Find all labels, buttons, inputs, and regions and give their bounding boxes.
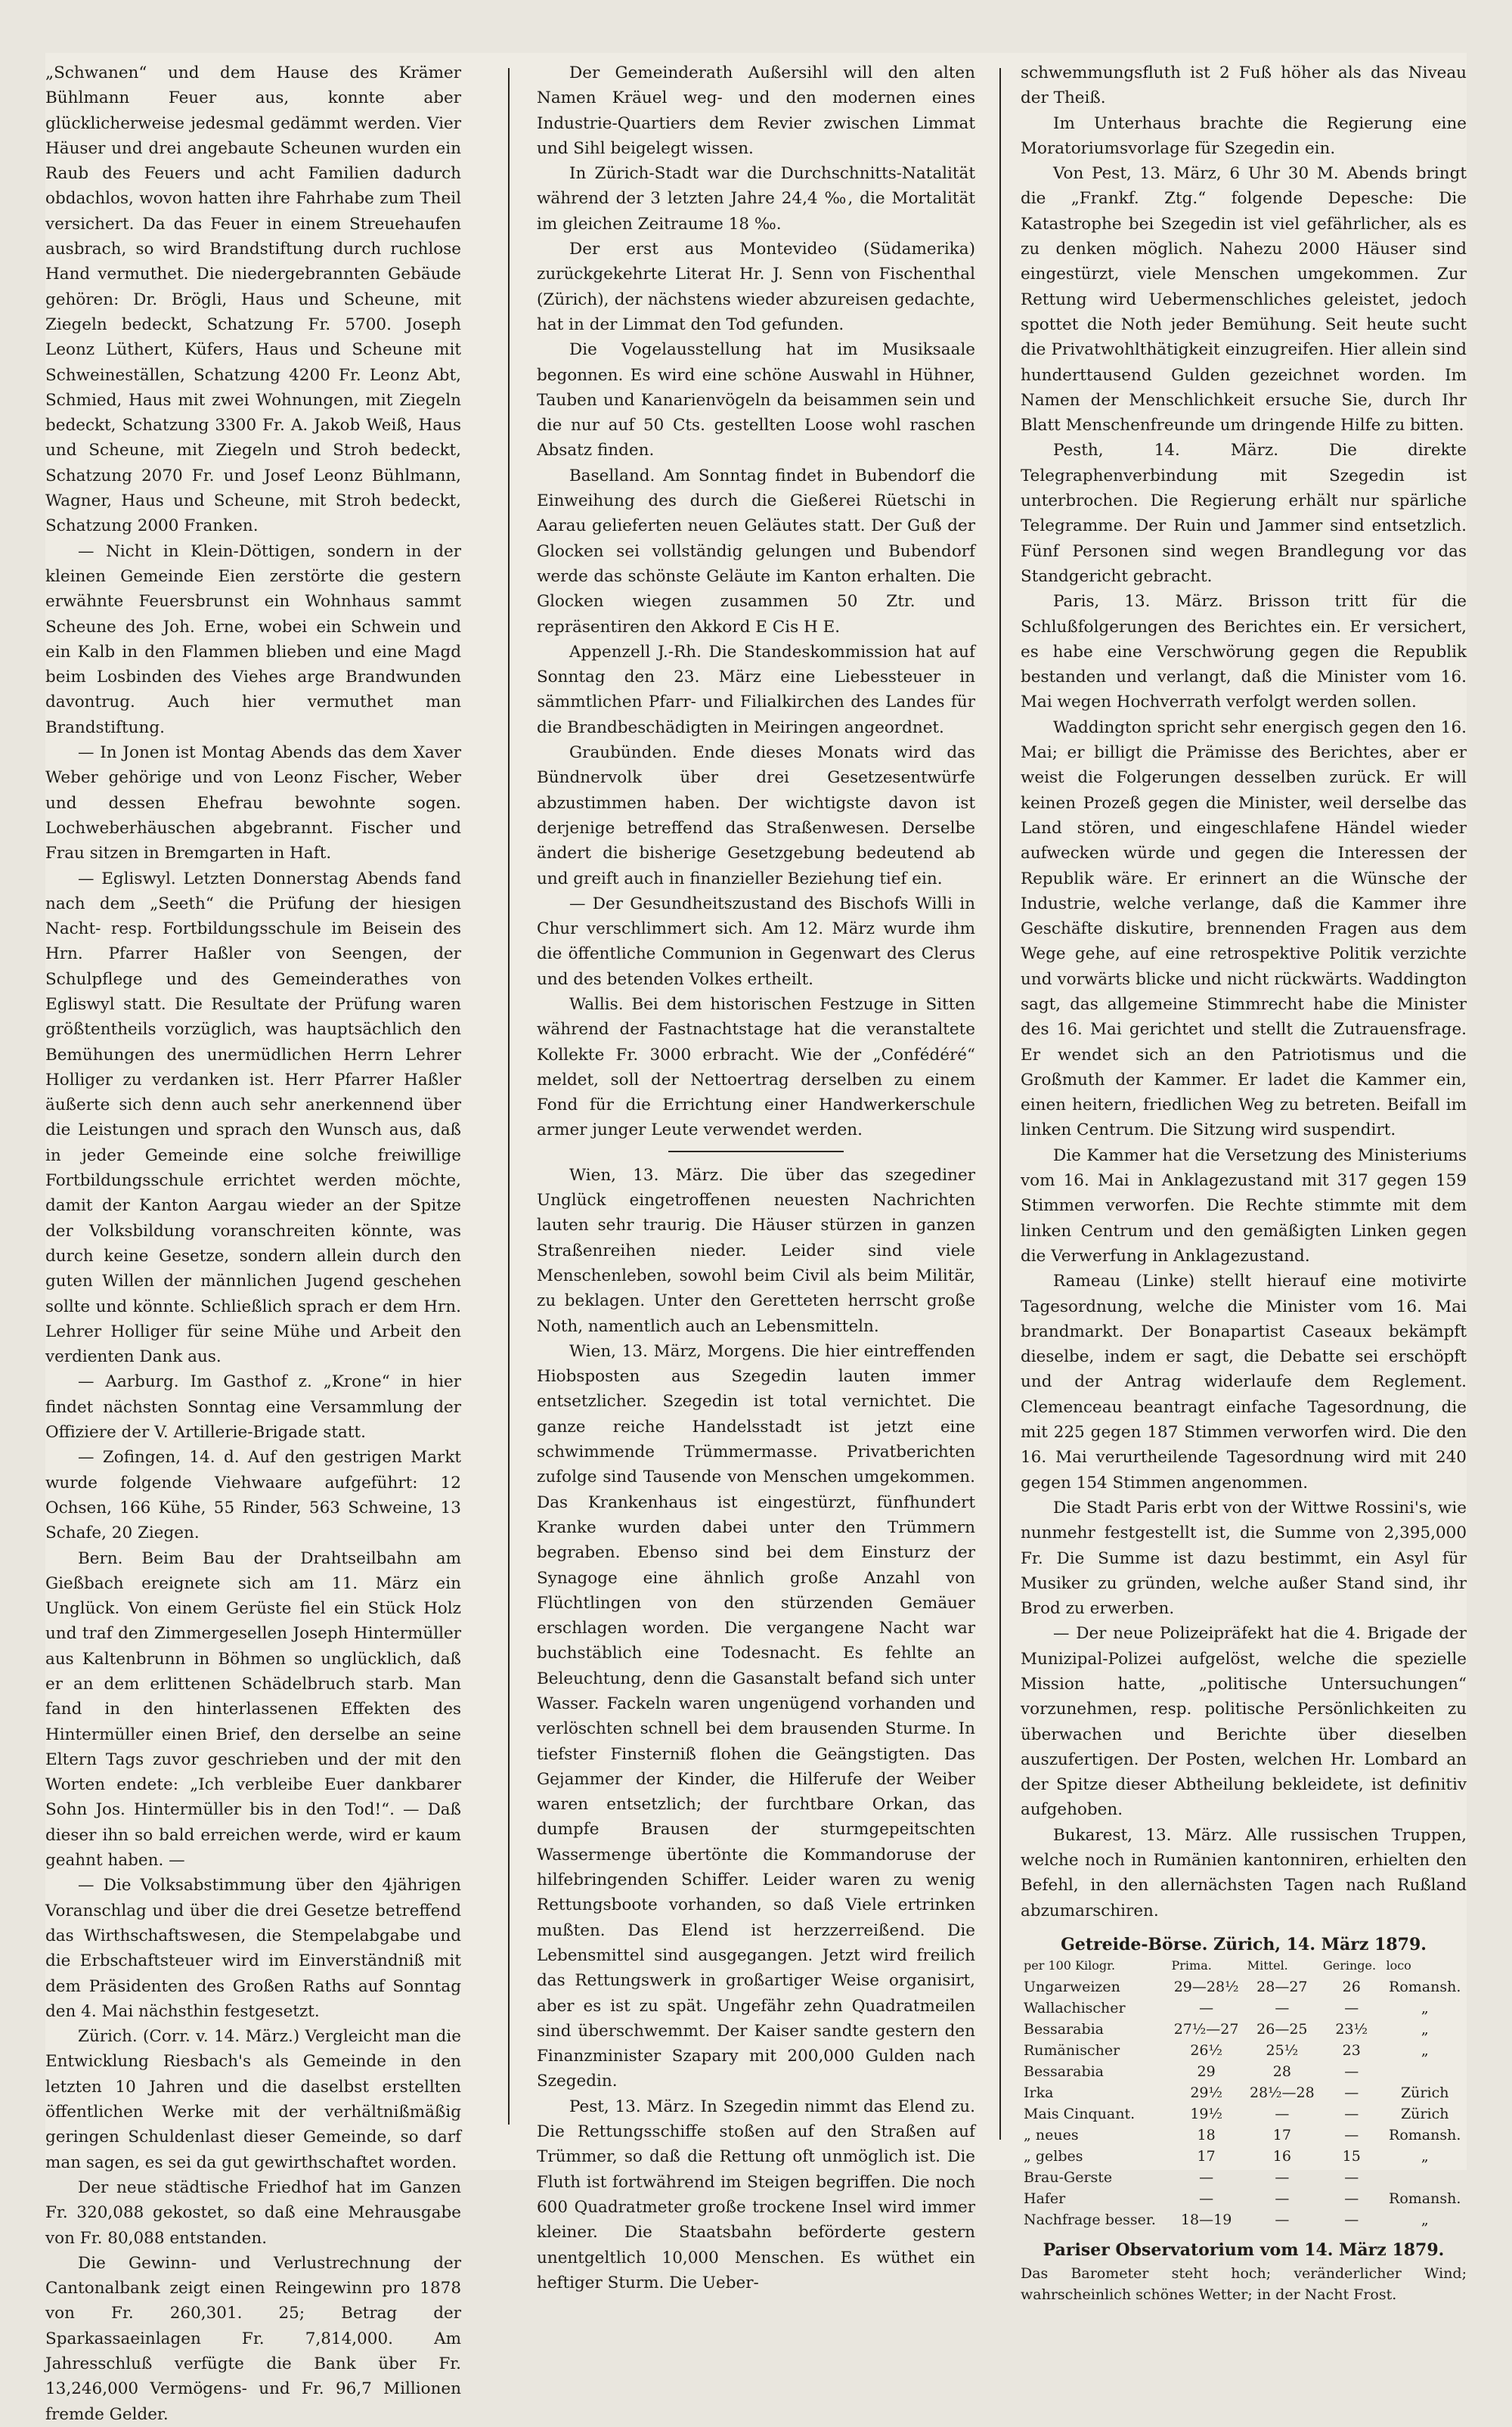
table-cell: „ — [1421, 2041, 1429, 2059]
table-row — [1021, 2103, 1467, 2125]
table-cell: 28—27 — [1256, 1978, 1308, 1995]
table-cell: 18—19 — [1180, 2211, 1232, 2228]
table-cell: 25½ — [1266, 2041, 1299, 2059]
table-cell: — — [1344, 2084, 1359, 2101]
article-paragraph: Bern. Beim Bau der Drahtseilbahn am Gießbach ereignete sich am 11. März ein Unglück. Von einem Gerüste fiel ein Stück Holz und traf den Zimmergesellen Joseph Hintermüller aus Kaltenbrunn in Böhmen so unglücklich, daß er an dem erlittenen Schädelbruch starb. Man fand in den hinterlassenen Effekten des Hintermüller einen Brief, den derselbe an seine Eltern Tags zuvor geschrieben und der mit den Worten endete: „Ich verbleibe Euer dankbarer Sohn Jos. Hintermüller bis in den Tod!“. — Daß dieser ihn so bald erreichen werde, wird er kaum geahnt haben. — — [45, 1548, 461, 1871]
article-paragraph: — Nicht in Klein-Döttigen, sondern in der kleinen Gemeinde Eien zerstörte die gestern erwähnte Feuersbrunst ein Wohnhaus sammt Scheune des Joh. Erne, wobei ein Schwein und ein Kalb in den Flammen blieben und eine Magd beim Losbinden des Viehes arge Brandwunden davontrug. Auch hier vermuthet man Brandstiftung. — [45, 541, 461, 737]
table-header-row — [1021, 1955, 1467, 1976]
table-cell: „ — [1421, 2020, 1429, 2038]
table-cell: Wallachischer — [1024, 1999, 1126, 2016]
column-1 — [45, 60, 461, 2424]
table-cell: 29 — [1197, 2063, 1216, 2080]
table-cell: 18 — [1197, 2126, 1216, 2143]
table-cell: „ — [1421, 1999, 1429, 2016]
table-cell: — — [1275, 2168, 1290, 2186]
table-cell: — — [1199, 2168, 1214, 2186]
article-paragraph: Von Pest, 13. März, 6 Uhr 30 M. Abends bringt die „Frankf. Ztg.“ folgende Depesche: Die Katastrophe bei Szegedin ist viel gefährlicher, als es zu denken möglich. Nahezu 2000 Häuser sind eingestürzt, viele Menschen umgekommen. Zur Rettung wird Uebermenschliches geleistet, jedoch spottet die Noth jeder Bemühung. Seit heute sucht die Privatwohlthätigkeit einzugreifen. Hier allein sind hunderttausend Gulden gezeichnet worden. Im Namen der Menschlichkeit ersuche Sie, durch Ihr Blatt Menschenfreunde um dringende Hilfe zu bitten. — [1021, 164, 1467, 435]
table-cell: Zürich — [1400, 2105, 1449, 2122]
table-cell: Nachfrage besser. — [1024, 2211, 1156, 2228]
article-paragraph: Der erst aus Montevideo (Südamerika) zurückgekehrte Literat Hr. J. Senn von Fischenthal (Zürich), der nächstens wieder abzureisen gedachte, hat in der Limmat den Tod gefunden. — [537, 240, 975, 334]
table-cell: 16 — [1272, 2147, 1291, 2165]
table-cell: 26—25 — [1256, 2020, 1308, 2038]
table-cell: — — [1344, 2211, 1359, 2228]
article-paragraph: Die Kammer hat die Versetzung des Ministeriums vom 16. Mai in Anklagezustand mit 317 gegen 159 Stimmen verworfen. Die Rechte stimmte mit dem linken Centrum und den gemäßigten Linken gegen die Verwerfung in Anklagezustand. — [1021, 1145, 1467, 1266]
table-cell: — — [1275, 2105, 1290, 2122]
table-cell — [1383, 2167, 1467, 2188]
table-cell: — — [1199, 2190, 1214, 2207]
observatory-title: Pariser Observatorium vom 14. März 1879. — [1043, 2239, 1445, 2260]
table-cell: Mais Cinquant. — [1024, 2105, 1136, 2122]
table-row — [1021, 2209, 1467, 2230]
column-header: Geringe. — [1322, 1957, 1377, 1973]
table-cell — [1383, 2061, 1467, 2082]
table-cell: 28½—28 — [1249, 2084, 1315, 2101]
table-row — [1021, 2082, 1467, 2103]
table-cell: — — [1344, 2190, 1359, 2207]
table-cell: „ neues — [1024, 2126, 1079, 2143]
section-divider — [668, 1151, 844, 1152]
column-header: Mittel. — [1247, 1957, 1288, 1973]
table-cell: Bessarabia — [1024, 2020, 1105, 2038]
table-row — [1021, 2019, 1467, 2040]
table-cell: — — [1344, 2063, 1359, 2080]
table-row — [1021, 1976, 1467, 1998]
table-cell: 27½—27 — [1173, 2020, 1239, 2038]
column-3 — [1021, 60, 1467, 2304]
grain-exchange-title: Getreide-Börse. Zürich, 14. März 1879. — [1061, 1934, 1427, 1954]
table-row — [1021, 2040, 1467, 2061]
article-paragraph: „Schwanen“ und dem Hause des Krämer Bühlmann Feuer aus, konnte aber glücklicherweise jedesmal gedämmt werden. Vier Häuser und drei angebaute Scheunen wurden ein Raub des Feuers und acht Familien dadurch obdachlos, wovon hatten ihre Fahrhabe zum Theil versichert. Da das Feuer in einem Streuehaufen ausbrach, so wird Brandstiftung durch ruchlose Hand vermuthet. Die niedergebrannten Gebäude gehören: Dr. Brögli, Haus und Scheune, mit Ziegeln bedeckt, Schatzung Fr. 5700. Joseph Leonz Lüthert, Küfers, Haus und Scheune mit Schweineställen, Schatzung 4200 Fr. Leonz Abt, Schmied, Haus mit zwei Wohnungen, mit Ziegeln bedeckt, Schatzung 3300 Fr. A. Jakob Weiß, Haus und Scheune, mit Ziegeln und Stroh bedeckt, Schatzung 2070 Fr. und Josef Leonz Bühlmann, Wagner, Haus und Scheune, mit Stroh bedeckt, Schatzung 2000 Franken. — [45, 64, 461, 536]
table-row — [1021, 2146, 1467, 2167]
table-cell: Romansh. — [1389, 2190, 1461, 2207]
column-header: Prima. — [1171, 1957, 1212, 1973]
table-cell: 29—28½ — [1173, 1978, 1239, 1995]
table-cell: „ — [1421, 2211, 1429, 2228]
article-paragraph: Appenzell J.-Rh. Die Standeskommission hat auf Sonntag den 23. März eine Liebessteuer in sämmtlichen Pfarr- und Filialkirchen des Landes für die Brandbeschädigten in Meiringen angeordnet. — [537, 642, 975, 737]
article-paragraph: Paris, 13. März. Brisson tritt für die Schlußfolgerungen des Berichtes ein. Er versichert, es habe eine Verschwörung gegen die Republik bestanden und verlangt, daß die Minister vom 16. Mai wegen Hochverrath verfolgt werden sollen. — [1021, 592, 1467, 712]
table-cell: — — [1275, 2190, 1290, 2207]
table-cell: — — [1344, 2168, 1359, 2186]
table-cell: Zürich — [1400, 2084, 1449, 2101]
table-cell: — — [1344, 2105, 1359, 2122]
table-cell: 23 — [1342, 2041, 1361, 2059]
article-paragraph: In Zürich-Stadt war die Durchschnitts-Natalität während der 3 letzten Jahre 24,4 ‰, die Mortalität im gleichen Zeitraume 18 ‰. — [537, 164, 975, 234]
table-row — [1021, 1998, 1467, 2019]
column-header: per 100 Kilogr. — [1024, 1957, 1116, 1973]
article-paragraph: Wien, 13. März, Morgens. Die hier eintreffenden Hiobsposten aus Szegedin lauten immer entsetzlicher. Szegedin ist total vernichtet. Die ganze reiche Handelsstadt ist jetzt eine schwimmende Trümmermasse. Privatberichten zufolge sind Tausende von Menschen umgekommen. Das Krankenhaus ist eingestürzt, fünfhundert Kranke wurden dabei unter den Trümmern begraben. Ebenso sind bei dem Einsturz der Synagoge eine ähnlich große Anzahl von Flüchtlingen von den stürzenden Gemäuer erschlagen worden. Die vergangene Nacht war buchstäblich eine Todesnacht. Es fehlte an Beleuchtung, denn die Gasanstalt befand sich unter Wasser. Fackeln waren ungenügend vorhanden und verlöschten schnell bei dem brausenden Sturme. In tiefster Finsterniß flohen die Geängstigten. Das Gejammer der Kinder, die Hilferufe der Weiber waren entsetzlich; der furchtbare Orkan, das dumpfe Brausen der sturmgepeitschten Wassermenge übertönte die Kommandoruse der hilfebringenden Schiffer. Leider waren zu wenig Rettungsboote vorhanden, so daß Viele ertrinken mußten. Das Elend ist herzzerreißend. Die Lebensmittel sind ausgegangen. Jetzt wird freilich das Rettungswerk in großartiger Weise organisirt, aber es ist zu spät. Ungefähr zehn Quadratmeilen sind überschwemmt. Der Kaiser sandte gestern den Finanzminister Szapary mit 200,000 Gulden nach Szegedin. — [537, 1341, 975, 2091]
table-cell: Ungarweizen — [1024, 1978, 1120, 1995]
table-cell: 26 — [1342, 1978, 1361, 1995]
grain-exchange-table — [1021, 1955, 1467, 2230]
article-paragraph: Waddington spricht sehr energisch gegen den 16. Mai; er billigt die Prämisse des Berichtes, aber er weist die Folgerungen desselben zurück. Er will keinen Prozeß gegen die Minister, weil derselbe das Land stören, und eingeschlafene Händel wieder aufwecken würde und gegen die Interessen der Republik wäre. Er erinnert an die Wünsche der Industrie, welche verlange, daß die Kammer ihre Geschäfte diskutire, brennenden Fragen aus dem Wege gehe, auf eine retrospektive Politik verzichte und vorwärts blicke und nicht rückwärts. Waddington sagt, das allgemeine Stimmrecht habe die Minister des 16. Mai gerichtet und stellt die Zutrauensfrage. Er wendet sich an den Patriotismus und die Großmuth der Kammer. Er ladet die Kammer ein, einen heitern, friedlichen Weg zu betreten. Beifall im linken Centrum. Die Sitzung wird suspendirt. — [1021, 718, 1467, 1140]
column-2 — [537, 60, 975, 2292]
table-row — [1021, 2188, 1467, 2209]
table-cell: 29½ — [1190, 2084, 1222, 2101]
table-cell: 26½ — [1190, 2041, 1222, 2059]
table-cell: 23½ — [1335, 2020, 1368, 2038]
article-paragraph: — Die Volksabstimmung über den 4jährigen Voranschlag und über die drei Gesetze betreffend das Wirthschaftswesen, die Stempelabgabe und die Erbschaftsteuer wird im Einverständniß mit dem Präsidenten des Großen Raths auf Sonntag den 4. Mai nächsthin festgesetzt. — [45, 1876, 461, 2021]
article-paragraph: Die Vogelausstellung hat im Musiksaale begonnen. Es wird eine schöne Auswahl in Hühner, Tauben und Kanarienvögeln da beisammen sein und die nur auf 50 Cts. gestellten Loose wohl raschen Absatz finden. — [537, 340, 975, 460]
observatory-text: Das Barometer steht hoch; veränderlicher Wind; wahrscheinlich schönes Wetter; in der Nacht Frost. — [1021, 2265, 1467, 2304]
table-cell: Rumänischer — [1024, 2041, 1120, 2059]
article-paragraph: Rameau (Linke) stellt hierauf eine motivirte Tagesordnung, welche die Minister vom 16. Mai brandmarkt. Der Bonapartist Caseaux bekämpft dieselbe, indem er sagt, die Debatte sei erschöpft und der Antrag widerlaufe dem Reglement. Clemenceau beantragt einfache Tagesordnung, die mit 225 gegen 187 Stimmen verworfen wird. Die den 16. Mai verurtheilende Tagesordnung wird mit 240 gegen 154 Stimmen angenommen. — [1021, 1272, 1467, 1492]
grain-exchange — [1021, 1934, 1467, 2230]
article-paragraph: — Zofingen, 14. d. Auf den gestrigen Markt wurde folgende Viehwaare aufgeführt: 12 Ochsen, 166 Kühe, 55 Rinder, 563 Schweine, 13 Schafe, 20 Ziegen. — [45, 1448, 461, 1543]
article-paragraph: Baselland. Am Sonntag findet in Bubendorf die Einweihung des durch die Gießerei Rüetschi in Aarau gelieferten neuen Geläutes statt. Der Guß der Glocken sei vollständig gelungen und Bubendorf werde das schönste Geläute im Kanton erhalten. Die Glocken wiegen zusammen 50 Ztr. und repräsentiren den Akkord E Cis H E. — [537, 466, 975, 637]
table-cell: 19½ — [1190, 2105, 1222, 2122]
newspaper-page — [45, 53, 1467, 2424]
table-cell: 28 — [1272, 2063, 1291, 2080]
article-paragraph: — Aarburg. Im Gasthof z. „Krone“ in hier findet nächsten Sonntag eine Versammlung der Offiziere der V. Artillerie-Brigade statt. — [45, 1372, 461, 1443]
table-row — [1021, 2125, 1467, 2146]
article-paragraph: Der Gemeinderath Außersihl will den alten Namen Kräuel weg- und den modernen eines Industrie-Quartiers dem Revier zwischen Limmat und Sihl beigelegt wissen. — [537, 64, 975, 158]
article-paragraph: Graubünden. Ende dieses Monats wird das Bündnervolk über drei Gesetzesentwürfe abzustimmen haben. Der wichtigste davon ist derjenige betreffend das Straßenwesen. Derselbe ändert die bisherige Gesetzgebung bedeutend ab und greift auch in finanzieller Beziehung tief ein. — [537, 743, 975, 888]
article-paragraph: Im Unterhaus brachte die Regierung eine Moratoriumsvorlage für Szegedin ein. — [1021, 113, 1467, 158]
table-cell: „ gelbes — [1024, 2147, 1083, 2165]
table-cell: — — [1275, 1999, 1290, 2016]
table-cell: Irka — [1024, 2084, 1054, 2101]
article-paragraph: Die Gewinn- und Verlustrechnung der Cantonalbank zeigt einen Reingewinn pro 1878 von Fr. 260,301. 25; Betrag der Sparkassaeinlagen Fr. 7,814,000. Am Jahresschluß verfügte die Bank über Fr. 13,246,000 Vermögens- und Fr. 96,7 Millionen fremde Gelder. — [45, 2253, 461, 2424]
table-cell: Romansh. — [1389, 2126, 1461, 2143]
article-paragraph: — Der neue Polizeipräfekt hat die 4. Brigade der Munizipal-Polizei aufgelöst, welche die spezielle Mission hatte, „politische Untersuchungen“ vorzunehmen, resp. politische Persönlichkeiten zu überwachen und Berichte über dieselben auszufertigen. Der Posten, welchen Hr. Lombard an der Spitze dieser Abtheilung bekleidete, ist definitiv aufgehoben. — [1021, 1624, 1467, 1820]
column-rule-2 — [999, 68, 1001, 2140]
article-paragraph: Zürich. (Corr. v. 14. März.) Vergleicht man die Entwicklung Riesbach's als Gemeinde in den letzten 10 Jahren und die daselbst erstellten öffentlichen Werke mit der verhältnißmäßig geringen Schuldenlast dieser Gemeinde, so darf man sagen, es sei da gut gewirthschaftet worden. — [45, 2027, 461, 2172]
table-cell: „ — [1421, 2147, 1429, 2165]
table-cell: — — [1344, 1999, 1359, 2016]
table-cell: — — [1275, 2211, 1290, 2228]
article-paragraph: — Der Gesundheitszustand des Bischofs Willi in Chur verschlimmert sich. Am 12. März wurde ihm die öffentliche Communion in Gegenwart des Clerus und des betenden Volkes ertheilt. — [537, 894, 975, 989]
article-paragraph: Der neue städtische Friedhof hat im Ganzen Fr. 320,088 gekostet, so daß eine Mehrausgabe von Fr. 80,088 entstanden. — [45, 2177, 461, 2248]
article-paragraph: Pest, 13. März. In Szegedin nimmt das Elend zu. Die Rettungsschiffe stoßen auf den Straßen auf Trümmer, so daß die Rettung oft unmöglich ist. Die Fluth ist fortwährend im Steigen begriffen. Die noch 600 Quadratmeter große trockene Insel wird immer kleiner. Die Staatsbahn beförderte gestern unentgeltlich 10,000 Menschen. Es wüthet ein heftiger Sturm. Die Ueber- — [537, 2097, 975, 2292]
article-paragraph: Pesth, 14. März. Die direkte Telegraphenverbindung mit Szegedin ist unterbrochen. Die Regierung erhält nur spärliche Telegramme. Der Ruin und Jammer sind entsetzlich. Fünf Personen sind wegen Brandlegung vor das Standgericht gebracht. — [1021, 441, 1467, 586]
table-cell: — — [1344, 2126, 1359, 2143]
table-row — [1021, 2167, 1467, 2188]
article-paragraph: schwemmungsfluth ist 2 Fuß höher als das Niveau der Theiß. — [1021, 64, 1467, 108]
table-cell: 15 — [1342, 2147, 1361, 2165]
table-cell: Brau-Gerste — [1024, 2168, 1113, 2186]
article-paragraph: — In Jonen ist Montag Abends das dem Xaver Weber gehörige und von Leonz Fischer, Weber und dessen Ehefrau bewohnte sogen. Lochweberhäuschen abgebrannt. Fischer und Frau sitzen in Bremgarten in Haft. — [45, 743, 461, 863]
table-row — [1021, 2061, 1467, 2082]
table-cell: — — [1199, 1999, 1214, 2016]
article-paragraph: — Egliswyl. Letzten Donnerstag Abends fand nach dem „Seeth“ die Prüfung der hiesigen Nacht- resp. Fortbildungsschule im Beisein des Hrn. Pfarrer Haßler von Seengen, der Schulpflege und des Gemeinderathes von Egliswyl statt. Die Resultate der Prüfung waren größtentheils vorzüglich, was hauptsächlich den Bemühungen des unermüdlichen Herrn Lehrer Holliger zu verdanken ist. Herr Pfarrer Haßler äußerte sich denn auch sehr anerkennend über die Leistungen und sprach den Wunsch aus, daß in jeder Gemeinde eine solche freiwillige Fortbildungsschule errichtet werden möchte, damit der Kanton Aargau wieder an der Spitze der Volksbildung voranschreiten könnte, was durch keine Gesetze, sondern allein durch den guten Willen der männlichen Jugend geschehen sollte und könnte. Schließlich sprach er dem Hrn. Lehrer Holliger für seine Mühe und Arbeit den verdienten Dank aus. — [45, 869, 461, 1367]
column-rule-1 — [508, 68, 510, 2125]
table-cell: Hafer — [1024, 2190, 1066, 2207]
column-header: loco — [1386, 1957, 1411, 1973]
article-paragraph: Wallis. Bei dem historischen Festzuge in Sitten während der Fastnachtstage hat die veranstaltete Kollekte Fr. 3000 erbracht. Wie der „Confédéré“ meldet, soll der Nettoertrag derselben zu einem Fond für die Errichtung einer Handwerkerschule armer junger Leute verwendet werden. — [537, 994, 975, 1140]
article-paragraph: Die Stadt Paris erbt von der Wittwe Rossini's, wie nunmehr festgestellt ist, die Summe von 2,395,000 Fr. Die Summe ist dazu bestimmt, ein Asyl für Musiker zu gründen, welche außer Stand sind, ihr Brod zu erwerben. — [1021, 1498, 1467, 1619]
article-paragraph: Bukarest, 13. März. Alle russischen Truppen, welche noch in Rumänien kantonniren, erhielten den Befehl, in den allernächsten Tagen nach Rußland abzumarschiren. — [1021, 1825, 1467, 1920]
table-cell: Bessarabia — [1024, 2063, 1105, 2080]
table-cell: 17 — [1197, 2147, 1216, 2165]
article-paragraph: Wien, 13. März. Die über das szegediner Unglück eingetroffenen neuesten Nachrichten lauten sehr traurig. Die Häuser stürzen in ganzen Straßenreihen nieder. Leider sind viele Menschenleben, sowohl beim Civil als beim Militär, zu beklagen. Unter den Geretteten herrscht große Noth, namentlich auch an Lebensmitteln. — [537, 1165, 975, 1336]
table-cell: 17 — [1272, 2126, 1291, 2143]
table-cell: Romansh. — [1389, 1978, 1461, 1995]
